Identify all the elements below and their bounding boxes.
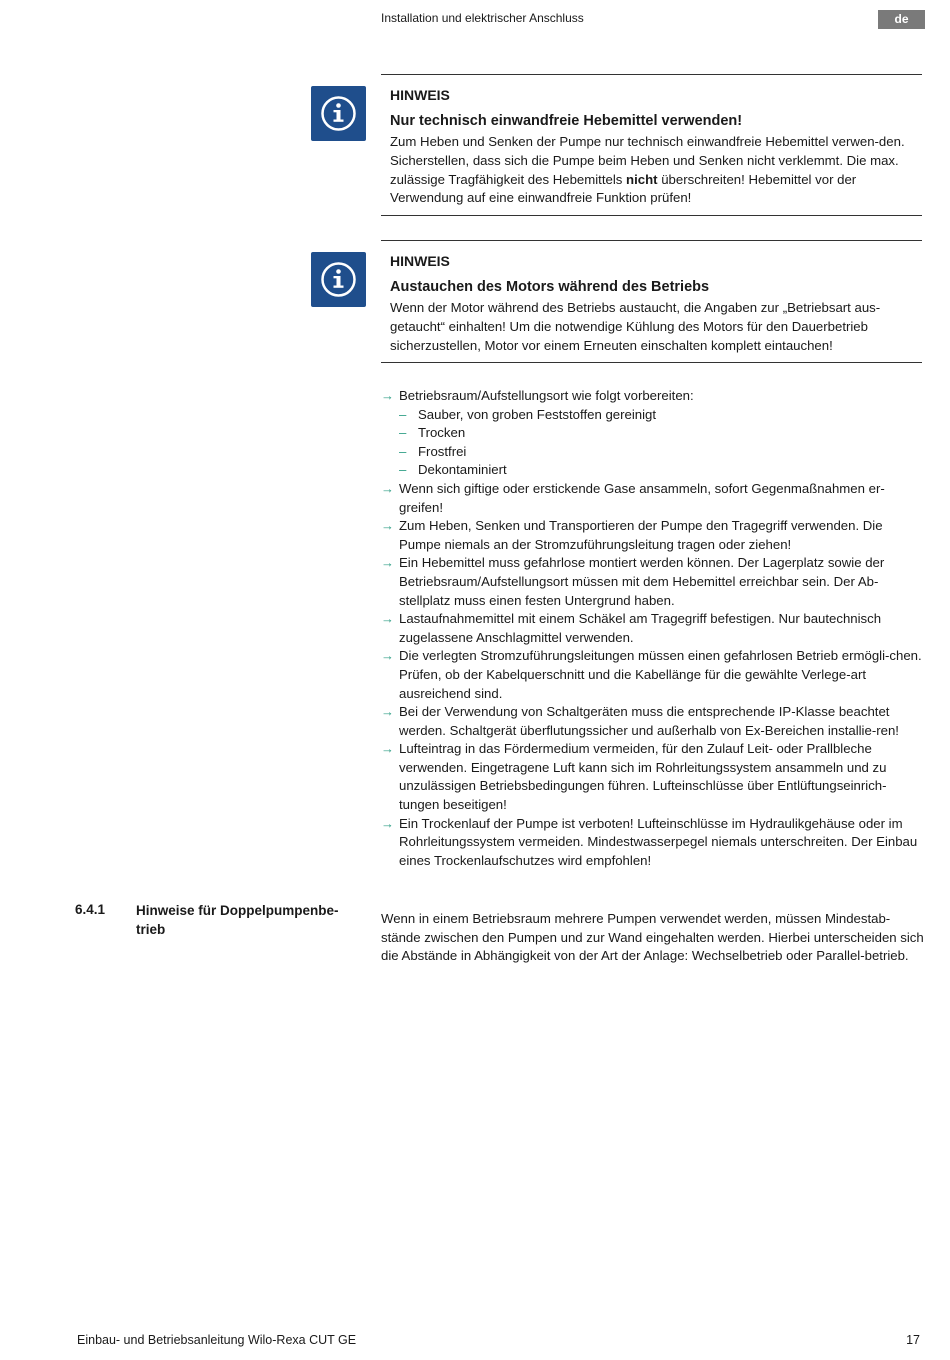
notice-text: Wenn der Motor während des Betriebs austaucht, die Angaben zur „Betriebsart aus-getaucht“ einhalten! Um die notwendige Kühlung des Motors für den Dauerbetrieb sicherzustellen, Motor vor einem Erneuten einschalten komplett eintauchen!	[390, 300, 881, 353]
sub-list	[399, 406, 926, 480]
arrow-right-icon: →	[381, 611, 394, 627]
sub-list-item: – Frostfrei	[399, 443, 926, 462]
list-item: → Lastaufnahmemittel mit einem Schäkel am Tragegriff befestigen. Nur bautechnisch zugelassene Anschlagmittel verwenden.	[381, 611, 882, 645]
list-item: → Bei der Verwendung von Schaltgeräten muss die entsprechende IP-Klasse beachtet werden. Schaltgerät überflutungssicher und außerhalb von Ex-Bereichen installie-ren!	[381, 704, 899, 738]
section-body: Wenn in einem Betriebsraum mehrere Pumpen verwendet werden, müssen Mindestab-stände zwischen den Pumpen und zur Wand eingehalten werden. Hierbei unterscheiden sich die Abstände in Abhängigkeit von der Art der Anlage: Wechselbetrieb oder Parallel-betrieb.	[381, 911, 924, 964]
list-item: → Zum Heben, Senken und Transportieren der Pumpe den Tragegriff verwenden. Die Pumpe niemals an der Stromzuführungsleitung tragen oder ziehen!	[381, 518, 883, 552]
arrow-right-icon: →	[381, 480, 394, 496]
notice-icon-box	[311, 86, 366, 141]
arrow-right-icon: →	[381, 648, 394, 664]
notice-emphasis: nicht	[626, 171, 658, 187]
sub-list-item: – Dekontaminiert	[399, 461, 926, 480]
language-badge: de	[878, 10, 925, 29]
dash-icon: –	[399, 462, 407, 478]
notice-box	[381, 74, 922, 216]
list-item: → Wenn sich giftige oder erstickende Gase ansammeln, sofort Gegenmaßnahmen er-greifen!	[381, 480, 885, 515]
info-icon	[311, 252, 366, 307]
notice-heading: Nur technisch einwandfreie Hebemittel verwenden!	[390, 113, 743, 129]
page-number: 17	[906, 1333, 920, 1347]
instruction-list	[381, 387, 926, 870]
notice-text: Zum Heben und Senken der Pumpe nur technisch einwandfreie Hebemittel verwen-den. Sicherstellen, dass sich die Pumpe beim Heben und Senken nicht verklemmt. Die max. zulässige Tragfähigkeit des Hebemittels nicht überschreiten! Hebemittel vor der Verwendung auf eine einwandfreie Funktion prüfen!	[390, 134, 905, 206]
sub-list-item: – Trocken	[399, 424, 926, 443]
footer-document-title: Einbau- und Betriebsanleitung Wilo-Rexa CUT GE	[77, 1333, 357, 1347]
notice-label: HINWEIS	[390, 87, 450, 103]
section-number: 6.4.1	[75, 902, 106, 917]
section-title: Hinweise für Doppelpumpenbe-trieb	[136, 903, 339, 937]
arrow-right-icon: →	[381, 518, 394, 534]
header-title: Installation und elektrischer Anschluss	[381, 11, 584, 25]
notice-icon-box	[311, 252, 366, 307]
dash-icon: –	[399, 443, 407, 459]
arrow-right-icon: →	[381, 704, 394, 720]
info-icon	[311, 86, 366, 141]
list-item: → Betriebsraum/Aufstellungsort wie folgt vorbereiten: – Sauber, von groben Feststoffen gereinigt – Trocken – Frostfrei – Dekontaminiert	[381, 387, 926, 480]
dash-icon: –	[399, 425, 407, 441]
arrow-right-icon: →	[381, 388, 394, 403]
arrow-right-icon: →	[381, 815, 394, 831]
notice-heading: Austauchen des Motors während des Betriebs	[390, 279, 710, 295]
list-item: → Die verlegten Stromzuführungsleitungen müssen einen gefahrlosen Betrieb ermögli-chen. Prüfen, ob der Kabelquerschnitt und die Kabellänge für die gewählte Verlege-art ausreichend sind.	[381, 648, 922, 701]
sub-list-item: – Sauber, von groben Feststoffen gereinigt	[399, 406, 926, 425]
list-item: → Lufteintrag in das Fördermedium vermeiden, für den Zulauf Leit- oder Prallbleche verwenden. Eingetragene Luft kann sich im Rohrleitungssystem ansammeln und zu unzulässigen Betriebsbedingungen führen. Lufteinschlüsse über Entlüftungseinrich-tungen beseitigen!	[381, 741, 887, 813]
list-item: → Ein Trockenlauf der Pumpe ist verboten! Lufteinschlüsse im Hydraulikgehäuse oder im Rohrleitungssystem vermeiden. Mindestwasserpegel niemals unterschreiten. Der Einbau eines Trockenlaufschutzes wird empfohlen!	[381, 815, 918, 868]
arrow-right-icon: →	[381, 741, 394, 757]
arrow-right-icon: →	[381, 555, 394, 571]
dash-icon: –	[399, 406, 407, 422]
notice-box	[381, 240, 922, 363]
notice-label: HINWEIS	[390, 253, 450, 269]
list-item: → Ein Hebemittel muss gefahrlose montiert werden können. Der Lagerplatz sowie der Betriebsraum/Aufstellungsort müssen mit dem Hebemittel erreichbar sein. Der Ab-stellplatz muss einen festen Untergrund haben.	[381, 555, 885, 608]
